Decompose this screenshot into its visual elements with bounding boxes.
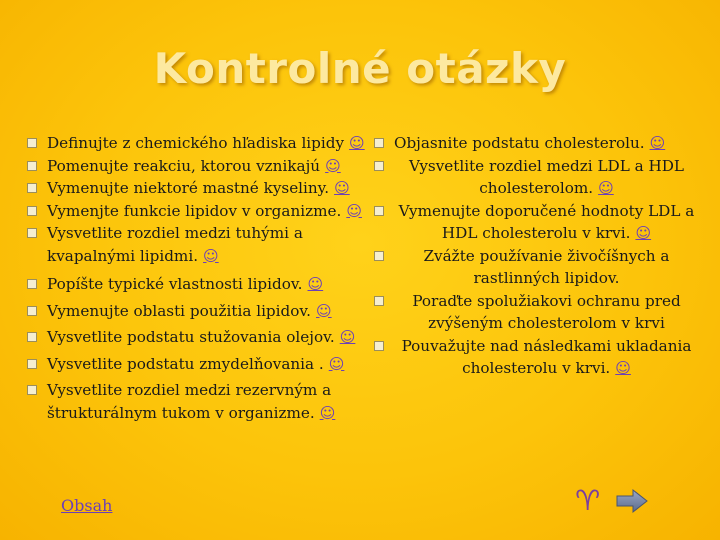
smiley-icon[interactable]: ☺ — [635, 224, 652, 242]
bullet-icon — [374, 341, 384, 351]
question-item — [374, 335, 699, 380]
question-item — [27, 155, 372, 178]
question-text: Vysvetlite rozdiel medzi tuhými a kvapalnými lipidmi. — [47, 224, 303, 265]
bullet-icon — [27, 183, 37, 193]
smiley-icon[interactable]: ☺ — [334, 179, 350, 197]
question-item — [27, 379, 347, 424]
question-item — [374, 155, 699, 200]
question-text: Objasnite podstatu cholesterolu. — [394, 134, 645, 152]
bullet-icon — [374, 206, 384, 216]
question-text: Pouvažujte nad následkami ukladania cholesterolu v krvi. — [401, 336, 692, 377]
question-item — [374, 132, 699, 155]
question-item — [374, 245, 699, 290]
bullet-icon — [27, 359, 37, 369]
question-item — [27, 200, 372, 223]
question-item — [27, 273, 372, 296]
smiley-icon[interactable]: ☺ — [349, 134, 365, 152]
bullet-icon — [27, 279, 37, 289]
right-question-list — [374, 132, 699, 380]
question-item — [27, 222, 332, 267]
question-item — [27, 300, 372, 323]
left-question-list — [27, 132, 372, 424]
question-text: Vymenujte doporučené hodnoty LDL a HDL cholesterolu v krvi. — [398, 201, 695, 242]
question-text: Poraďte spolužiakovi ochranu pred zvýšeným cholesterolom v krvi — [412, 291, 681, 332]
question-item — [27, 132, 372, 155]
question-text: Popíšte typické vlastnosti lipidov. — [47, 275, 303, 293]
bullet-icon — [27, 332, 37, 342]
slide-title: Kontrolné otázky — [153, 44, 567, 93]
smiley-icon[interactable]: ☺ — [319, 403, 336, 422]
smiley-icon[interactable]: ☺ — [615, 359, 631, 377]
right-arrow-icon[interactable] — [615, 488, 649, 514]
question-text: Pomenujte reakciu, ktorou vznikajú — [47, 156, 321, 175]
bullet-icon — [27, 228, 37, 238]
question-text: Vysvetlite rozdiel medzi rezervným a štrukturálnym tukom v organizme. — [47, 381, 332, 422]
question-text: Vymenujte oblasti použitia lipidov. — [47, 301, 311, 320]
smiley-icon[interactable]: ☺ — [328, 354, 345, 373]
question-text: Zvážte používanie živočíšnych a rastlinných lipidov. — [423, 246, 670, 287]
bullet-icon — [374, 251, 384, 261]
smiley-icon[interactable]: ☺ — [307, 275, 324, 293]
bullet-icon — [374, 161, 384, 171]
bullet-icon — [374, 138, 384, 148]
smiley-icon[interactable]: ☺ — [649, 134, 666, 152]
bullet-icon — [27, 385, 37, 395]
smiley-icon[interactable]: ☺ — [346, 201, 362, 220]
question-text: Vysvetlite podstatu stužovania olejov. — [47, 328, 335, 346]
bullet-icon — [27, 138, 37, 148]
bullet-icon — [374, 296, 384, 306]
bullet-icon — [27, 206, 37, 216]
question-text: Vysvetlite rozdiel medzi LDL a HDL cholesterolom. — [408, 156, 685, 197]
smiley-icon[interactable]: ☺ — [316, 301, 332, 320]
question-item — [374, 200, 699, 245]
bullet-icon — [27, 161, 37, 171]
aries-icon[interactable]: ♈ — [575, 484, 601, 517]
question-text: Vysvetlite podstatu zmydelňovania . — [47, 354, 324, 373]
bullet-icon — [27, 306, 37, 316]
smiley-icon[interactable]: ☺ — [325, 156, 341, 175]
question-item — [374, 290, 699, 335]
question-item — [27, 177, 372, 200]
question-text: Vymenujte niektoré mastné kyseliny. — [47, 179, 330, 197]
smiley-icon[interactable]: ☺ — [598, 179, 614, 197]
question-item — [27, 353, 372, 376]
obsah-link[interactable]: Obsah — [61, 496, 113, 515]
smiley-icon[interactable]: ☺ — [339, 328, 356, 346]
smiley-icon[interactable]: ☺ — [203, 246, 219, 265]
question-item — [27, 326, 372, 349]
question-text: Definujte z chemického hľadiska lipidy — [47, 134, 345, 152]
question-text: Vymenjte funkcie lipidov v organizme. — [47, 201, 342, 220]
